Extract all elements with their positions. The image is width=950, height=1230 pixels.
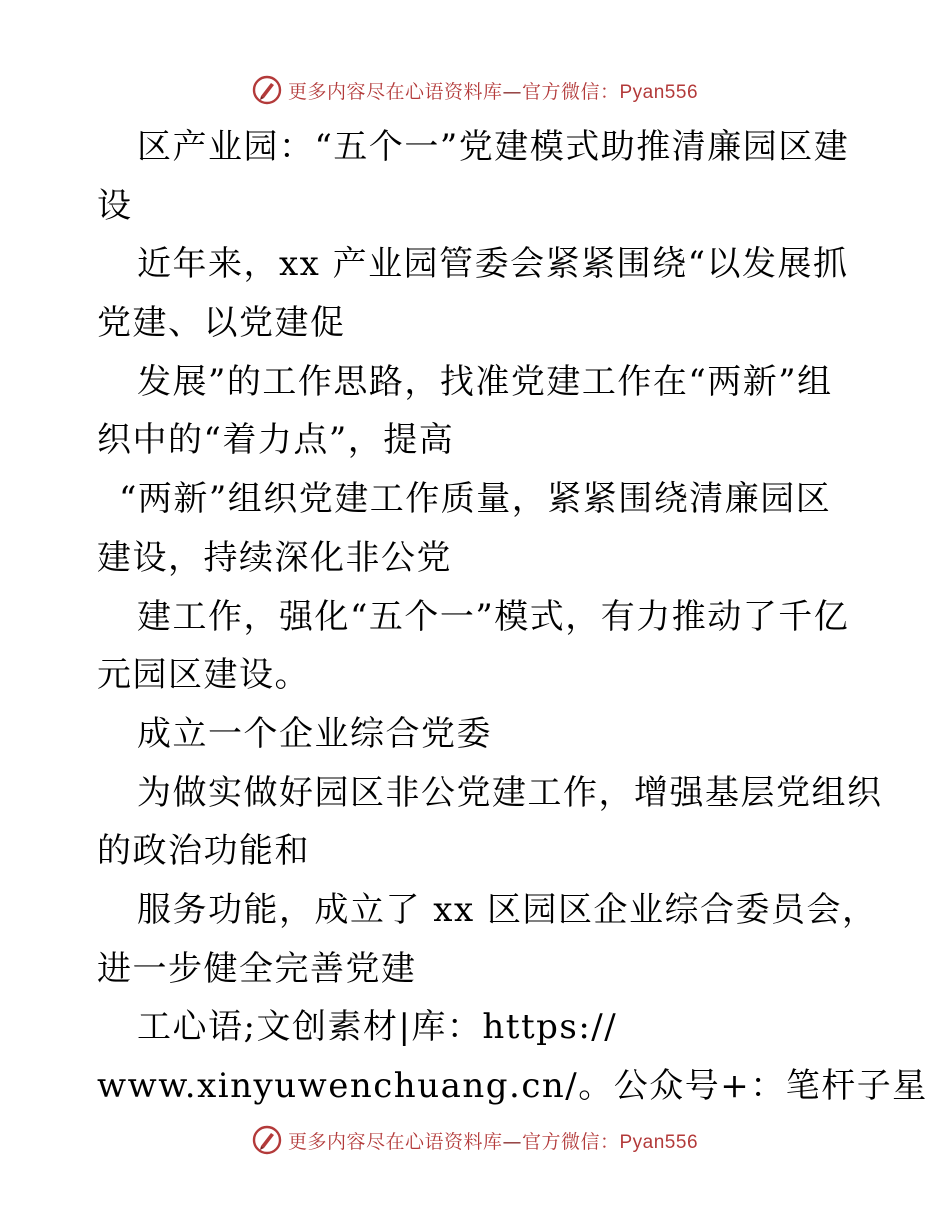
paragraph-line: 进一步健全完善党建 [97, 948, 417, 989]
paragraph-line: 织中的“着力点”，提高 [97, 420, 455, 461]
watermark-slogan: 更多内容尽在心语资料库 [287, 80, 503, 103]
paragraph-line: 近年来，xx 产业园管委会紧紧围绕“以发展抓 [137, 244, 849, 285]
paragraph-line: 发展”的工作思路，找准党建工作在“两新”组 [137, 361, 833, 402]
watermark-separator: — [502, 1130, 522, 1153]
watermark-wechat-label: 官方微信： [521, 80, 620, 103]
paragraph-line: 党建、以党建促 [97, 303, 346, 344]
watermark-wechat-id: Pyan556 [619, 1131, 699, 1153]
paragraph-line: 工心语;文创素材|库：https:// [137, 1007, 618, 1048]
watermark-slogan: 更多内容尽在心语资料库 [287, 1130, 503, 1153]
pen-logo-icon [252, 1125, 282, 1155]
paragraph-line: www.xinyuwenchuang.cn/。公众号+：笔杆子星 [97, 1066, 928, 1106]
paragraph-line: “两新”组织党建工作质量，紧紧围绕清廉园区 [119, 479, 832, 520]
paragraph-line: 为做实做好园区非公党建工作，增强基层党组织 [137, 772, 883, 813]
watermark-wechat-label: 官方微信： [521, 1130, 620, 1153]
footer-watermark [0, 1120, 950, 1160]
document-body [97, 118, 928, 1116]
section-heading: 成立一个企业综合党委 [137, 713, 492, 754]
document-title-line: 区产业园：“五个一”党建模式助推清廉园区建 [137, 127, 850, 167]
paragraph-line: 元园区建设。 [97, 655, 310, 696]
paragraph-line: 的政治功能和 [97, 831, 310, 872]
watermark-text [288, 77, 698, 104]
paragraph-line: 服务功能，成立了 xx 区园区企业综合委员会， [137, 889, 878, 930]
watermark-wechat-id: Pyan556 [619, 81, 699, 103]
paragraph-line: 建设，持续深化非公党 [97, 537, 452, 578]
pen-logo-icon [252, 75, 282, 105]
document-title-line: 设 [97, 185, 133, 226]
watermark-text [288, 1127, 698, 1154]
paragraph-line: 建工作，强化“五个一”模式，有力推动了千亿 [137, 596, 850, 637]
watermark-separator: — [502, 80, 522, 103]
header-watermark [0, 70, 950, 110]
